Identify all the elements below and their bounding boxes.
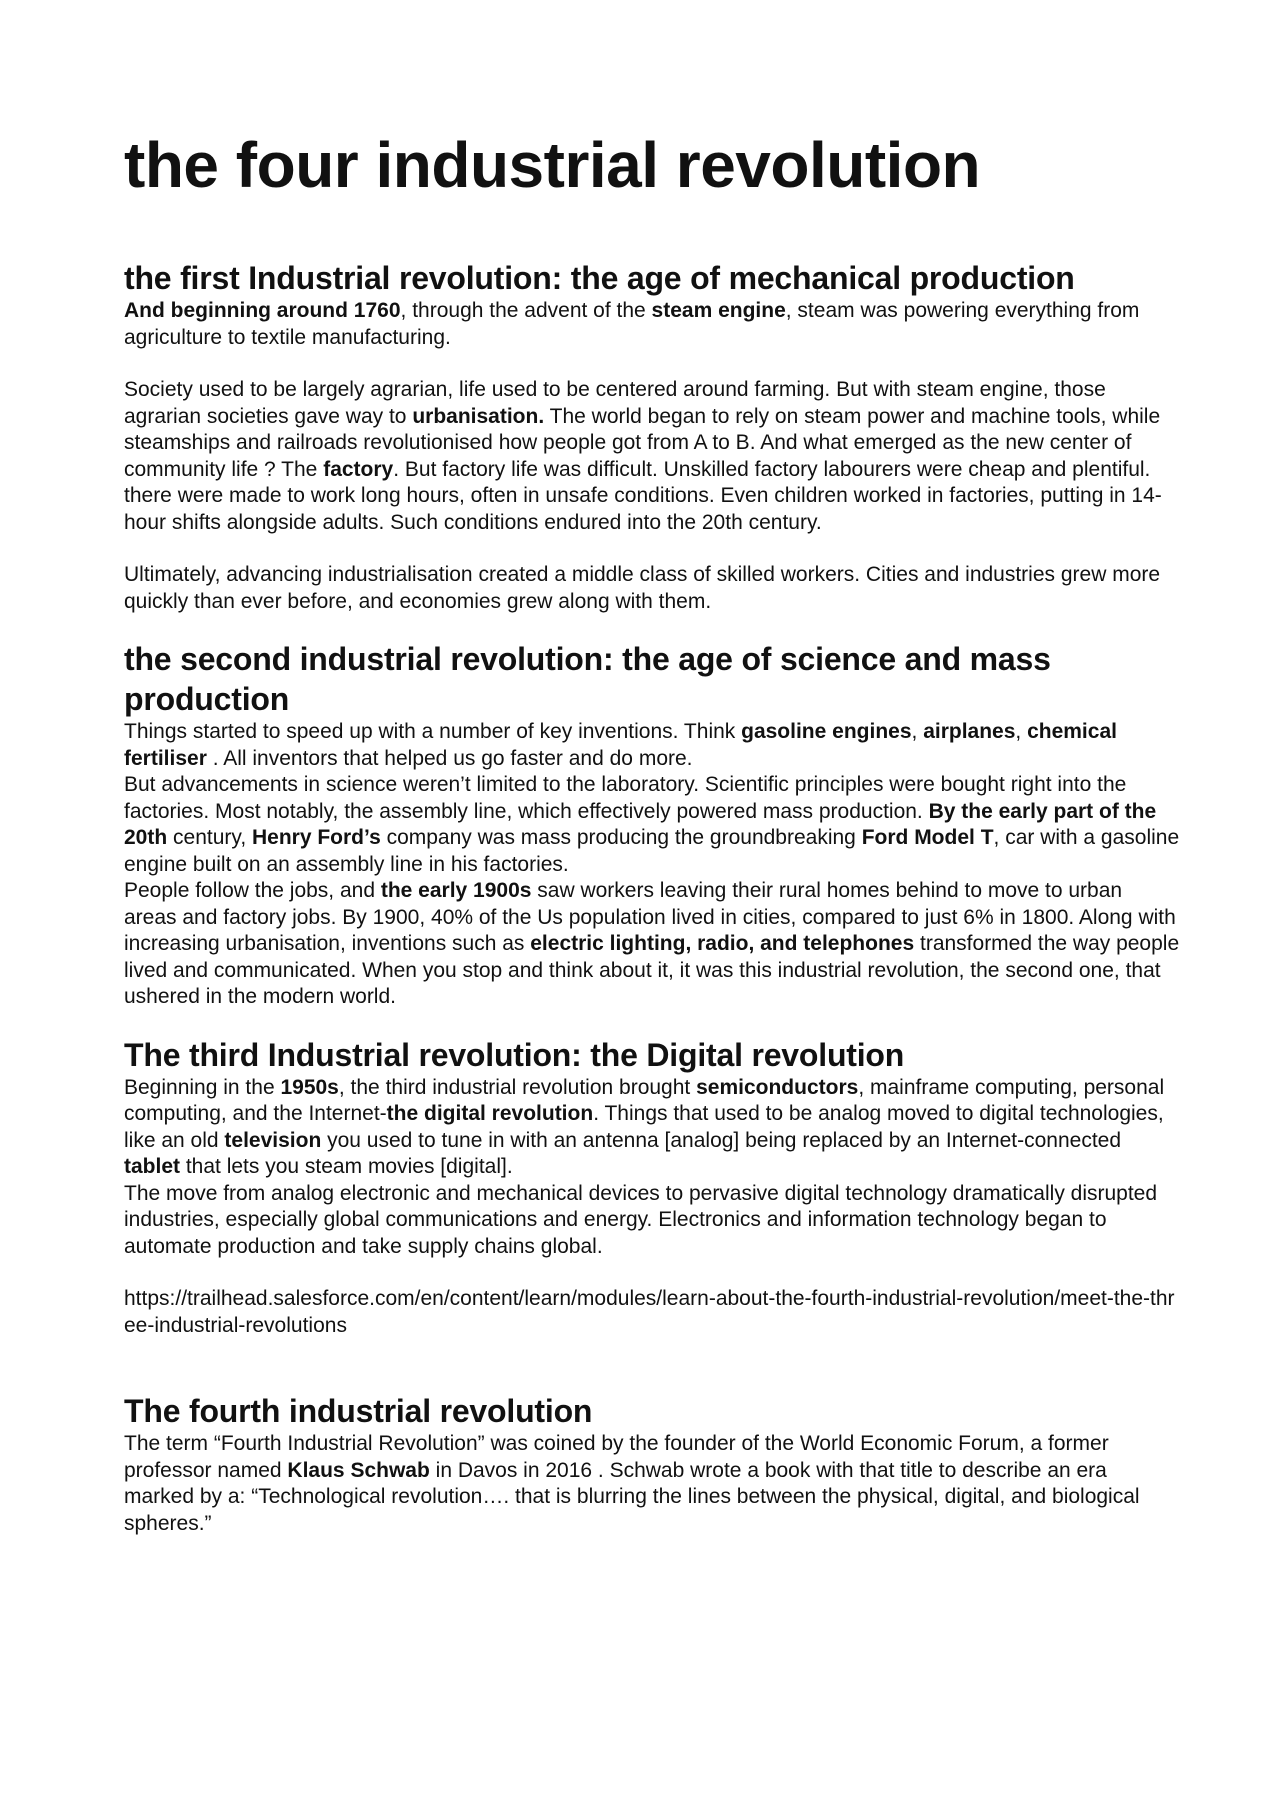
section-4-heading: The fourth industrial revolution: [124, 1393, 593, 1430]
section-2-heading: the second industrial revolution: the age of science and mass production: [124, 641, 1051, 718]
bold-text: chemical fertiliser: [124, 720, 1117, 770]
bold-text: television: [224, 1128, 322, 1152]
section-1-paragraph-1: And beginning around 1760, through the advent of the steam engine, steam was powering everything from agriculture to textile manufacturing.: [124, 299, 1140, 349]
section-4-paragraph-1: The term “Fourth Industrial Revolution” was coined by the founder of the World Economic Forum, a former professor named Klaus Schwab in Davos in 2016 . Schwab wrote a book with that title to describe an era marked by a: “Technological revolution…. that is blurring the lines between the physical, digital, and biological spheres.”: [124, 1432, 1140, 1535]
section-3-paragraph-2: The move from analog electronic and mechanical devices to pervasive digital technology dramatically disrupted industries, especially global communications and energy. Electronics and information technology began to automate production and take supply chains global.: [124, 1181, 1158, 1258]
section-2-paragraph-1: Things started to speed up with a number of key inventions. Think gasoline engines, airplanes, chemical fertiliser . All inventors that helped us go faster and do more.: [124, 720, 1117, 770]
bold-text: airplanes: [923, 720, 1016, 744]
bold-text: Ford Model T: [861, 826, 994, 850]
bold-text: steam engine: [651, 299, 786, 323]
bold-text: Henry Ford’s: [252, 826, 381, 850]
bold-text: gasoline engines: [741, 720, 912, 744]
section-3-heading: The third Industrial revolution: the Digital revolution: [124, 1036, 905, 1073]
bold-text: electric lighting, radio, and telephones: [530, 932, 915, 956]
section-2-paragraph-3: People follow the jobs, and the early 1900s saw workers leaving their rural homes behind to move to urban areas and factory jobs. By 1900, 40% of the Us population lived in cities, compared to just 6% in 1800. Along with increasing urbanisation, inventions such as electric lighting, radio, and telephones transformed the way people lived and communicated. When you stop and think about it, it was this industrial revolution, the second one, that ushered in the modern world.: [124, 879, 1180, 1009]
bold-text: tablet: [124, 1155, 181, 1179]
bold-text: Klaus Schwab: [287, 1458, 430, 1482]
bold-text: semiconductors: [696, 1075, 859, 1099]
section-1-paragraph-3: Ultimately, advancing industrialisation created a middle class of skilled workers. Cities and industries grew more quickly than ever before, and economies grew along with them.: [124, 563, 1161, 613]
source-url: https://trailhead.salesforce.com/en/content/learn/modules/learn-about-the-fourth-industrial-revolution/meet-the-three-industrial-revolutions: [124, 1287, 1175, 1337]
bold-text: the digital revolution: [386, 1102, 594, 1126]
bold-text: the early 1900s: [380, 879, 532, 903]
bold-text: factory: [323, 457, 394, 481]
section-1-heading: the first Industrial revolution: the age of mechanical production: [124, 260, 1075, 297]
bold-text: And beginning around 1760: [124, 299, 401, 323]
section-2-paragraph-2: But advancements in science weren’t limited to the laboratory. Scientific principles were bought right into the factories. Most notably, the assembly line, which effectively powered mass production. By the early part of the 20th century, Henry Ford’s company was mass producing the groundbreaking Ford Model T, car with a gasoline engine built on an assembly line in his factories.: [124, 773, 1180, 876]
section-3-paragraph-1: Beginning in the 1950s, the third industrial revolution brought semiconductors, mainframe computing, personal computing, and the Internet-the digital revolution. Things that used to be analog moved to digital technologies, like an old television you used to tune in with an antenna [analog] being replaced by an Internet-connected tablet that lets you steam movies [digital].: [124, 1075, 1165, 1179]
bold-text: 1950s: [280, 1075, 339, 1099]
document-title: the four industrial revolution: [124, 129, 981, 201]
bold-text: urbanisation.: [412, 404, 545, 428]
bold-text: By the early part of the 20th: [124, 799, 1157, 850]
section-1-paragraph-2: Society used to be largely agrarian, life used to be centered around farming. But with steam engine, those agrarian societies gave way to urbanisation. The world began to rely on steam power and machine tools, while steamships and railroads revolutionised how people got from A to B. And what emerged as the new center of community life ? The factory. But factory life was difficult. Unskilled factory labourers were cheap and plentiful. there were made to work long hours, often in unsafe conditions. Even children worked in factories, putting in 14-hour shifts alongside adults. Such conditions endured into the 20th century.: [124, 378, 1162, 534]
